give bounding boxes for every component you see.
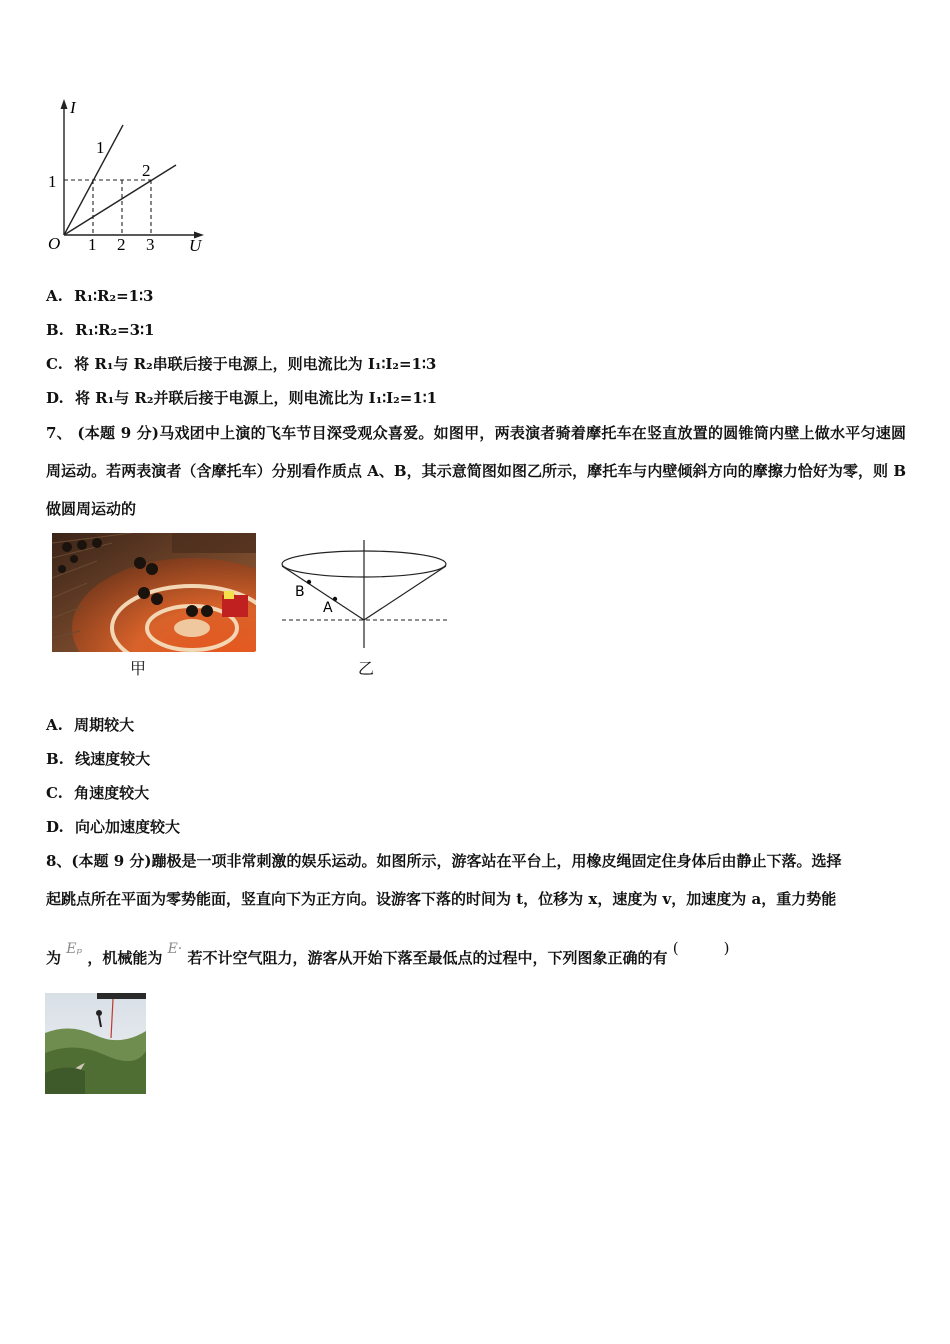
q8-e-symbol: E·	[167, 941, 183, 957]
cone-right-wall	[364, 566, 446, 620]
origin-label: O	[48, 234, 61, 253]
q8-line-2: 起跳点所在平面为零势能面，竖直向下为正方向。设游客下落的时间为 t，位移为 x，速度为 v，加速度为 a，重力势能	[46, 890, 837, 908]
q7-question-text: 7、 (本题 9 分)马戏团中上演的飞车节目深受观众喜爱。如图甲，两表演者骑着摩托车在竖直放置的圆锥筒内壁上做水平匀速圆周运动。若两表演者（含摩托车）分别看作质点 A、B，其示意简图如图乙所示，摩托车与内壁倾斜方向的摩擦力恰好为零，则 B 做圆周运动的	[46, 424, 906, 518]
point-b-dot	[307, 580, 311, 584]
iu-graph	[40, 95, 215, 260]
point-a-dot	[333, 597, 337, 601]
q8-line3-b: ，机械能为	[87, 949, 163, 967]
q6-option-d-text: 将 R₁与 R₂并联后接于电源上，则电流比为 I₁∶I₂=1∶1	[74, 389, 438, 407]
q7-option-c-text: 角速度较大	[74, 784, 150, 802]
q7-option-d-label: D.	[46, 818, 64, 836]
point-a-label: A	[323, 600, 333, 616]
q7-cone-diagram	[278, 538, 453, 653]
q6-option-a-text: R₁∶R₂=1∶3	[74, 287, 154, 305]
q8-ep-symbol: Eₚ	[66, 941, 83, 957]
line-1-label: 1	[96, 138, 105, 157]
q7-option-c[interactable]	[46, 783, 149, 803]
x-tick-2: 2	[117, 235, 126, 254]
x-tick-1: 1	[88, 235, 97, 254]
q6-option-a[interactable]	[46, 286, 153, 306]
y-tick-1: 1	[48, 172, 57, 191]
point-b-label: B	[295, 584, 305, 600]
q8-line-3	[46, 938, 729, 979]
q8-answer-paren: ( )	[672, 939, 730, 957]
q6-option-b[interactable]	[46, 320, 154, 340]
q7-option-a-label: A.	[46, 716, 63, 734]
q7-fig-right-caption: 乙	[358, 659, 375, 678]
q7-option-b-text: 线速度较大	[75, 750, 151, 768]
q7-option-b-label: B.	[46, 750, 64, 768]
q6-option-d-label: D.	[46, 389, 64, 407]
q8-line3-c: 若不计空气阻力，游客从开始下落至最低点的过程中，下列图象正确的有	[187, 949, 668, 967]
q8-photo-bungee	[45, 993, 146, 1094]
q8-line3-a: 为	[46, 949, 62, 967]
x-axis-label: U	[189, 236, 202, 255]
q6-option-b-text: R₁∶R₂=3∶1	[75, 321, 155, 339]
q6-option-c-label: C.	[46, 355, 63, 373]
q7-option-d-text: 向心加速度较大	[74, 818, 180, 836]
line-2	[64, 165, 176, 235]
q7-option-a-text: 周期较大	[74, 716, 135, 734]
x-tick-3: 3	[146, 235, 155, 254]
q8-line-1: 8、(本题 9 分)蹦极是一项非常刺激的娱乐运动。如图所示，游客站在平台上，用橡皮绳固定住身体后由静止下落。选择	[46, 852, 842, 870]
q7-option-c-label: C.	[46, 784, 63, 802]
q6-option-c[interactable]	[46, 354, 436, 374]
q7-option-b[interactable]	[46, 749, 150, 769]
q7-photo-motorcycle-globe	[52, 533, 256, 652]
q7-option-a[interactable]	[46, 715, 134, 735]
q7-option-d[interactable]	[46, 817, 180, 837]
y-axis-label: I	[70, 98, 76, 117]
q6-option-d[interactable]	[46, 388, 437, 408]
q7-fig-left-caption: 甲	[130, 659, 147, 678]
q6-option-a-label: A.	[46, 287, 63, 305]
q6-option-c-text: 将 R₁与 R₂串联后接于电源上，则电流比为 I₁∶I₂=1∶3	[74, 355, 437, 373]
line-2-label: 2	[142, 161, 151, 180]
q6-option-b-label: B.	[46, 321, 64, 339]
y-axis-arrow	[61, 99, 68, 109]
